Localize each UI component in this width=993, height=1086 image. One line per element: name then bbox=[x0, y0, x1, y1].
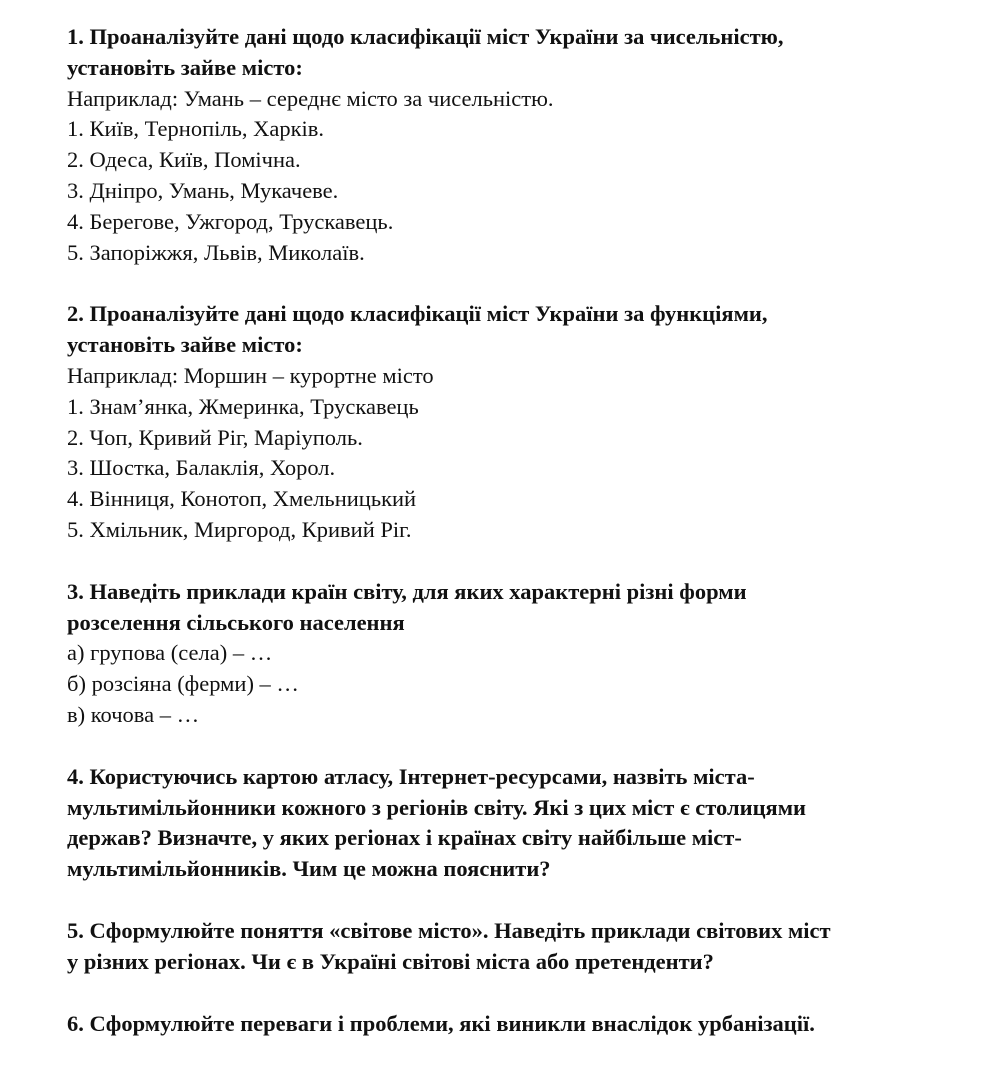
task-option: 3. Дніпро, Умань, Мукачеве. bbox=[67, 177, 339, 203]
task-2 bbox=[67, 299, 982, 545]
task-option: 3. Шостка, Балаклія, Хорол. bbox=[67, 455, 336, 481]
task-example: Наприклад: Моршин – курортне місто bbox=[67, 362, 434, 388]
task-option: 2. Одеса, Київ, Помічна. bbox=[67, 147, 301, 173]
task-option: 1. Знам’янка, Жмеринка, Трускавець bbox=[67, 393, 419, 419]
task-6 bbox=[67, 1009, 982, 1040]
task-5 bbox=[67, 916, 982, 978]
task-example: Наприклад: Умань – середнє місто за чисельністю. bbox=[67, 85, 554, 111]
task-question: 3. Наведіть приклади країн світу, для яких характерні різні форми розселення сільського населення bbox=[67, 578, 747, 635]
task-question: 4. Користуючись картою атласу, Інтернет-ресурсами, назвіть міста- мультимільйонники кожного з регіонів світу. Які з цих міст є столицями держав? Визначте, у яких регіонах і країнах світу найбільше міст- мультимільйонників. Чим це можна пояснити? bbox=[67, 763, 806, 882]
task-option: 5. Запоріжжя, Львів, Миколаїв. bbox=[67, 239, 365, 265]
task-option: 4. Берегове, Ужгород, Трускавець. bbox=[67, 208, 394, 234]
task-answer-line: б) розсіяна (ферми) – … bbox=[67, 671, 299, 697]
task-1 bbox=[67, 22, 982, 268]
task-answer-line: а) групова (села) – … bbox=[67, 640, 273, 666]
task-question: 1. Проаналізуйте дані щодо класифікації міст України за чисельністю, установіть зайве місто: bbox=[67, 24, 784, 80]
task-option: 5. Хмільник, Миргород, Кривий Ріг. bbox=[67, 516, 412, 542]
task-4 bbox=[67, 762, 982, 885]
task-3 bbox=[67, 577, 982, 731]
task-answer-line: в) кочова – … bbox=[67, 701, 200, 727]
task-question: 6. Сформулюйте переваги і проблеми, які виникли внаслідок урбанізації. bbox=[67, 1010, 815, 1036]
task-question: 5. Сформулюйте поняття «світове місто». Наведіть приклади світових міст у різних регіонах. Чи є в Україні світові міста або претенденти? bbox=[67, 917, 831, 974]
worksheet bbox=[67, 22, 982, 1070]
task-question: 2. Проаналізуйте дані щодо класифікації міст України за функціями, установіть зайве місто: bbox=[67, 301, 768, 358]
task-option: 2. Чоп, Кривий Ріг, Маріуполь. bbox=[67, 424, 363, 450]
task-option: 1. Київ, Тернопіль, Харків. bbox=[67, 116, 325, 142]
task-option: 4. Вінниця, Конотоп, Хмельницький bbox=[67, 486, 417, 512]
